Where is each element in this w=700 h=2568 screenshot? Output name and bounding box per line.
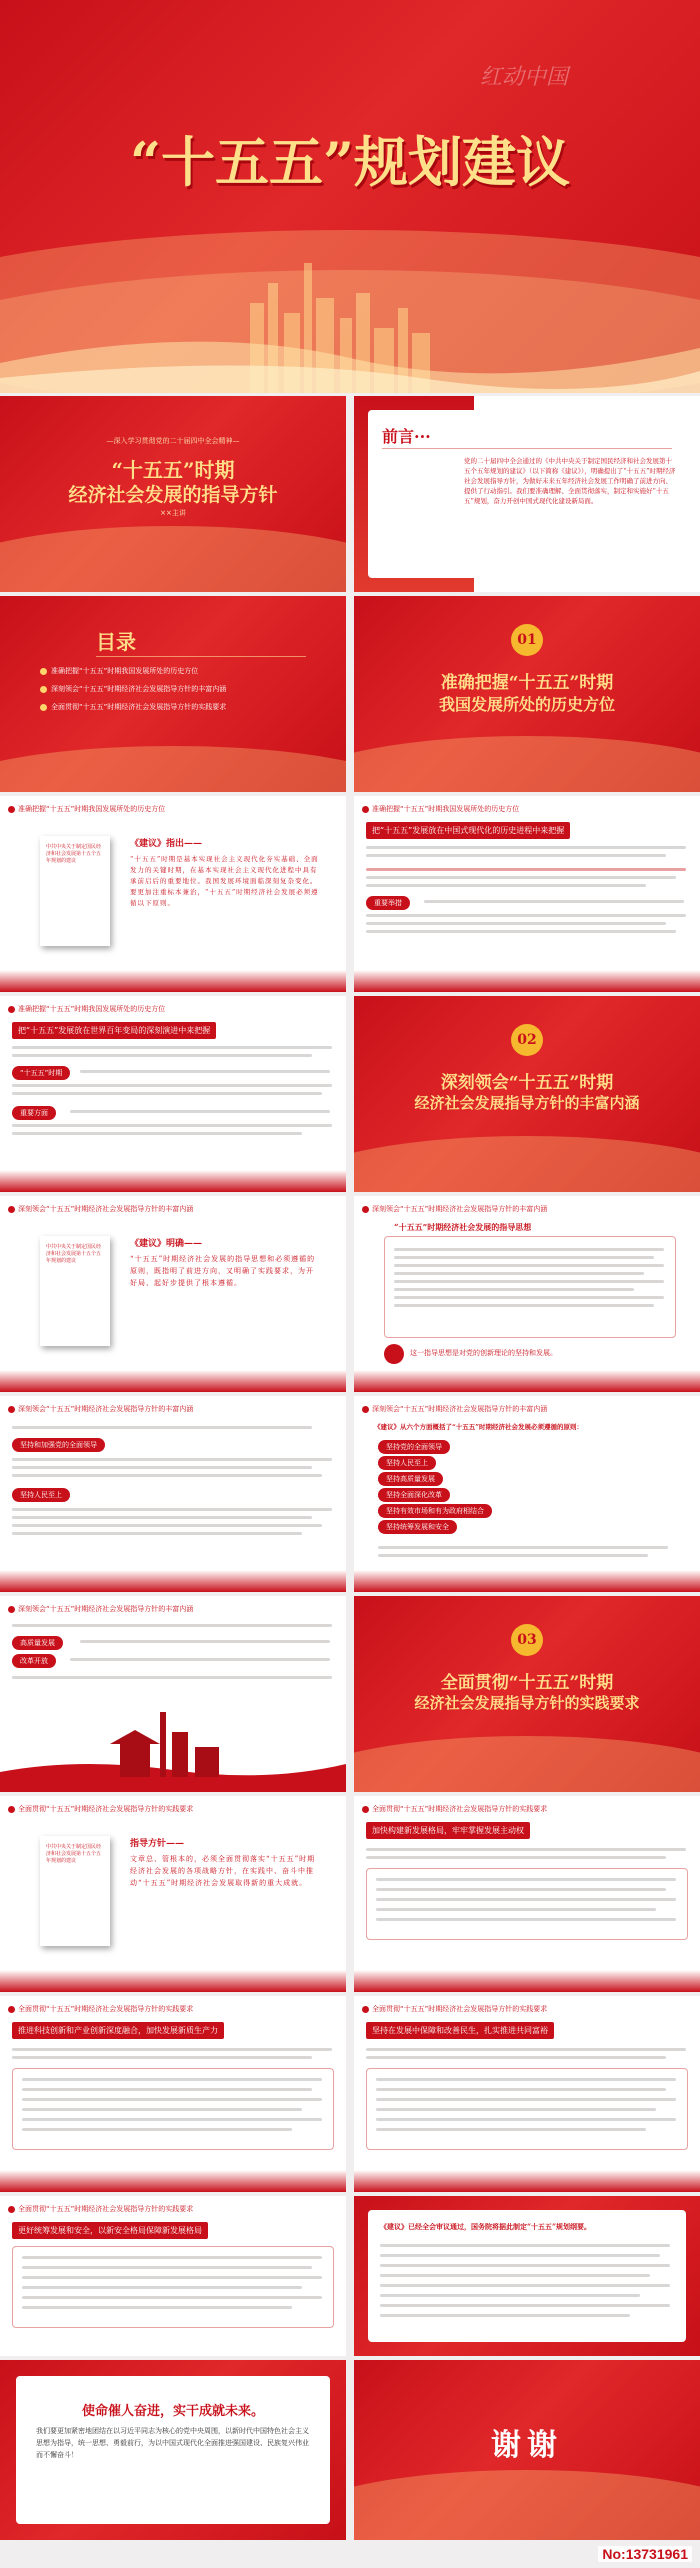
quote-body: “十五五”时期是基本实现社会主义现代化夯实基础、全面发力的关键时期，在基本实现社会主义现代化进程中具有承前启后的重要地位。我国发展环境面临深刻复杂变化。要更加注重标本兼治，“十五五”时期经济社会发展必须遵循以下原则。 xyxy=(130,855,319,908)
toc-title: 目录 xyxy=(96,630,136,654)
section-line1: 准确把握“十五五”时期 xyxy=(440,673,614,693)
slide-header: 深刻领会“十五五”时期经济社会发展指导方针的丰富内涵 xyxy=(362,1404,547,1414)
toc-item-2: 深刻领会“十五五”时期经济社会发展指导方针的丰富内涵 xyxy=(40,684,226,694)
note-text: 这一指导思想是对党的创新理论的坚持和发展。 xyxy=(410,1349,557,1357)
section-bar: 加快构建新发展格局，牢牢掌握发展主动权 xyxy=(366,1822,530,1839)
slide-5-left xyxy=(0,996,346,1192)
quote-heading: 《建议》指出—— xyxy=(130,839,203,849)
tag-label: 坚持人民至上 xyxy=(12,1488,70,1502)
slide-header: 深刻领会“十五五”时期经济社会发展指导方针的丰富内涵 xyxy=(362,1204,547,1214)
quote-heading: 指导方针—— xyxy=(130,1839,185,1849)
slide-header: 准确把握“十五五”时期我国发展所处的历史方位 xyxy=(362,804,519,814)
section-number: 01 xyxy=(511,624,543,656)
section-line2: 经济社会发展指导方针的实践要求 xyxy=(414,1694,640,1712)
ending-body: 我们要更加紧密地团结在以习近平同志为核心的党中央周围，以新时代中国特色社会主义思想为指导，统一思想、勇毅前行，为以中国式现代化全面推进强国建设、民族复兴伟业而不懈奋斗！ xyxy=(36,2427,309,2459)
section-line2: 经济社会发展指导方针的丰富内涵 xyxy=(414,1094,640,1112)
landmark-skyline xyxy=(0,1702,346,1792)
tag-label: “十五五”时期 xyxy=(12,1066,70,1080)
quote-body: “十五五”时期经济社会发展的指导思想和必须遵循的原则，既指明了前进方向，又明确了实践要求，为开好局、起好步提供了根本遵循。 xyxy=(130,1255,316,1287)
ending-heading: 使命催人奋进，实干成就未来。 xyxy=(81,2404,264,2419)
section-line2: 我国发展所处的历史方位 xyxy=(438,695,615,714)
slide-header: 准确把握“十五五”时期我国发展所处的历史方位 xyxy=(8,804,165,814)
cover-slide xyxy=(0,0,700,393)
section-bar: 坚持在发展中保障和改善民生，扎实推进共同富裕 xyxy=(366,2022,554,2039)
slide-4-right xyxy=(354,796,700,992)
slide-header: 深刻领会“十五五”时期经济社会发展指导方针的丰富内涵 xyxy=(8,1604,193,1614)
slide-title-line2: 经济社会发展的指导方针 xyxy=(68,484,278,506)
tag-label: 重要举措 xyxy=(366,896,410,910)
thanks-text: 谢谢 xyxy=(491,2428,563,2463)
slide-4-left xyxy=(0,796,346,992)
slide-header: 深刻领会“十五五”时期经济社会发展指导方针的丰富内涵 xyxy=(8,1404,193,1414)
slide-thanks xyxy=(354,2360,700,2540)
toc-item-1: 准确把握“十五五”时期我国发展所处的历史方位 xyxy=(40,666,198,676)
principle-item: 坚持人民至上 xyxy=(378,1456,436,1470)
block-title: “十五五”时期经济社会发展的指导思想 xyxy=(394,1222,532,1232)
tag-label: 坚持和加强党的全面领导 xyxy=(12,1438,105,1452)
section-bar: 把“十五五”发展放在世界百年变局的深刻演进中来把握 xyxy=(12,1022,216,1039)
slide-header: 准确把握“十五五”时期我国发展所处的历史方位 xyxy=(8,1004,165,1014)
slide-toc xyxy=(0,596,346,792)
slide-header: 全面贯彻“十五五”时期经济社会发展指导方针的实践要求 xyxy=(362,1804,547,1814)
slide-11-left xyxy=(0,2196,346,2356)
slide-header: 深刻领会“十五五”时期经济社会发展指导方针的丰富内涵 xyxy=(8,1204,193,1214)
principle-item: 坚持党的全面领导 xyxy=(378,1440,450,1454)
slide-section-01 xyxy=(354,596,700,792)
slide-header: 全面贯彻“十五五”时期经济社会发展指导方针的实践要求 xyxy=(362,2004,547,2014)
slide-header: 全面贯彻“十五五”时期经济社会发展指导方针的实践要求 xyxy=(8,2204,193,2214)
tag-label: 重要方面 xyxy=(12,1106,56,1120)
slide-kicker: —深入学习贯彻党的二十届四中全会精神— xyxy=(106,437,240,445)
slide-10-left xyxy=(0,1996,346,2192)
slide-title-intro xyxy=(0,396,346,592)
section-line1: 全面贯彻“十五五”时期 xyxy=(440,1673,614,1693)
principle-item: 坚持全面深化改革 xyxy=(378,1488,450,1502)
slide-title-line1: “十五五”时期 xyxy=(111,458,235,482)
toc-item-3: 全面贯彻“十五五”时期经济社会发展指导方针的实践要求 xyxy=(40,702,226,712)
principle-item: 坚持统筹发展和安全 xyxy=(378,1520,457,1534)
document-cover: 中共中央关于制定国民经济和社会发展第十五个五年规划的建议 xyxy=(40,1236,110,1346)
section-bar: 更好统筹发展和安全，以新安全格局保障新发展格局 xyxy=(12,2222,208,2239)
quote-heading: 《建议》明确—— xyxy=(130,1239,203,1249)
slide-10-right xyxy=(354,1996,700,2192)
slide-preface xyxy=(354,396,700,592)
cover-title: “十五五”规划建议 xyxy=(129,130,571,194)
preface-text: 党的二十届四中全会通过的《中共中央关于制定国民经济和社会发展第十五个五年规划的建议》（以下简称《建议》），明确提出了“十五五”时期经济社会发展指导方针，为做好未来五年经济社会发展工作明确了前进方向、提供了行动指引。我们要准确理解、全面贯彻落实，制定和实施好“十五五”规划，奋力开创中国式现代化建设新局面。 xyxy=(464,457,676,506)
watermark: 红动中国 xyxy=(480,65,569,90)
section-line1: 深刻领会“十五五”时期 xyxy=(440,1073,614,1093)
slide-section-02 xyxy=(354,996,700,1192)
slide-9-right xyxy=(354,1796,700,1992)
slide-header: 全面贯彻“十五五”时期经济社会发展指导方针的实践要求 xyxy=(8,2004,193,2014)
slide-7-left xyxy=(0,1396,346,1592)
image-id-label: No:13731961 xyxy=(598,2546,692,2562)
slide-header: 全面贯彻“十五五”时期经济社会发展指导方针的实践要求 xyxy=(8,1804,193,1814)
slide-ending-text xyxy=(0,2360,346,2540)
principles-heading: 《建议》从六个方面概括了“十五五”时期经济社会发展必须遵循的原则： xyxy=(374,1423,583,1431)
tag-label: 高质量发展 xyxy=(12,1636,63,1650)
slide-section-03 xyxy=(354,1596,700,1792)
section-number: 03 xyxy=(511,1624,543,1656)
document-cover: 中共中央关于制定国民经济和社会发展第十五个五年规划的建议 xyxy=(40,836,110,946)
slide-11-right xyxy=(354,2196,700,2356)
presenter: ××主讲 xyxy=(160,509,186,517)
document-cover: 中共中央关于制定国民经济和社会发展第十五个五年规划的建议 xyxy=(40,1836,110,1946)
slide-6-left xyxy=(0,1196,346,1392)
principle-item: 坚持有效市场和有为政府相结合 xyxy=(378,1504,492,1518)
principle-item: 坚持高质量发展 xyxy=(378,1472,443,1486)
closing-heading: 《建议》已经全会审议通过，国务院将据此制定“十五五”规划纲要。 xyxy=(380,2222,592,2231)
section-bar: 把“十五五”发展放在中国式现代化的历史进程中来把握 xyxy=(366,822,570,839)
slide-6-right xyxy=(354,1196,700,1392)
slide-8-left xyxy=(0,1596,346,1792)
quote-body: 文章总、管根本的，必须全面贯彻落实“十五五”时期经济社会发展的各项战略方针，在实践中、奋斗中推动“十五五”时期经济社会发展取得新的重大成就。 xyxy=(130,1855,316,1887)
preface-title: 前言··· xyxy=(382,427,431,446)
section-bar: 推进科技创新和产业创新深度融合，加快发展新质生产力 xyxy=(12,2022,224,2039)
city-skyline xyxy=(0,243,700,393)
tag-label: 改革开放 xyxy=(12,1654,56,1668)
section-number: 02 xyxy=(511,1024,543,1056)
slide-7-right xyxy=(354,1396,700,1592)
slide-9-left xyxy=(0,1796,346,1992)
